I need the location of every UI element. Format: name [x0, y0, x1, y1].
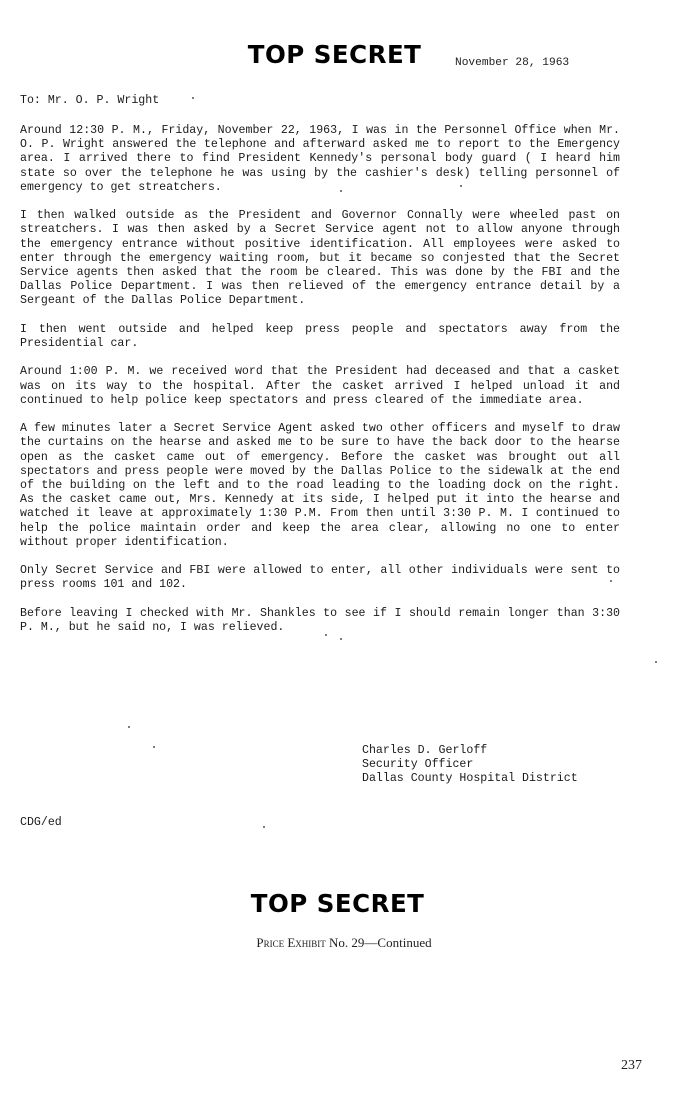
memo-paragraph: Before leaving I checked with Mr. Shankles to see if I should remain longer than 3:30 P. M., but he said no, I was relieved. [20, 606, 620, 635]
scan-speck [128, 726, 130, 728]
signer-title: Security Officer [362, 758, 474, 772]
memo-paragraph: I then walked outside as the President and Governor Connally were wheeled past on streatchers. I was then asked by a Secret Service agent not to allow anyone through the emergency entrance without positive identification. All employees were asked to enter through the emergency waiting room, but it became so conjested that the Secret Service agents then asked that the room be cleared. This was done by the FBI and the Dallas Police Department. I was then relieved of the emergency entrance detail by a Sergeant of the Dallas Police Department. [20, 209, 620, 308]
top-secret-stamp-footer: TOP SECRET [250, 889, 425, 918]
scan-speck [610, 580, 612, 582]
exhibit-caption [0, 935, 688, 951]
typist-initials: CDG/ed [20, 816, 62, 829]
scan-speck [340, 638, 342, 640]
memo-recipient: To: Mr. O. P. Wright [20, 94, 160, 107]
scan-speck [192, 97, 194, 99]
exhibit-number: No. 29—Continued [329, 935, 432, 950]
scan-speck [325, 634, 327, 636]
top-secret-stamp-header: TOP SECRET [247, 40, 422, 69]
scan-speck [263, 826, 265, 828]
memo-paragraph: Around 12:30 P. M., Friday, November 22, 1963, I was in the Personnel Office when Mr. O. P. Wright answered the telephone and afterward asked me to report to the Emergency area. I arrived there to find President Kennedy's personal body guard ( I heard him state so over the telephone he was using by the cashier's desk) telling personnel of emergency to get streatchers. [20, 124, 620, 194]
memo-paragraph: Around 1:00 P. M. we received word that the President had deceased and that a casket was on its way to the hospital. After the casket arrived I helped unload it and continued to help police keep spectators and press cleared of the immediate area. [20, 365, 620, 407]
scan-speck [153, 746, 155, 748]
signer-name: Charles D. Gerloff [362, 744, 488, 757]
signer-organization: Dallas County Hospital District [362, 772, 578, 786]
signature-block [362, 744, 578, 787]
memo-body [20, 124, 620, 649]
memo-date: November 28, 1963 [455, 57, 570, 69]
scan-speck [655, 661, 657, 663]
scan-speck [340, 190, 342, 192]
memo-paragraph: Only Secret Service and FBI were allowed to enter, all other individuals were sent to press rooms 101 and 102. [20, 564, 620, 592]
exhibit-label: Price Exhibit [256, 935, 326, 950]
scan-speck [460, 185, 462, 187]
memo-paragraph: A few minutes later a Secret Service Agent asked two other officers and myself to draw the curtains on the hearse and asked me to be sure to have the back door to the hearse open as the casket came out of emergency. Before the casket was brought out all spectators and press people were moved by the Dallas Police to the sidewalk at the end of the building on the left and to the road leading to the loading dock on the right. As the casket came out, Mrs. Kennedy at its side, I helped put it into the hearse and watched it leave at approximately 1:30 P.M. From then until 3:30 P. M. I continued to help the police maintain order and keep the area clear, allowing no one to enter without proper identification. [20, 422, 620, 549]
page-number: 237 [621, 1058, 642, 1073]
memo-paragraph: I then went outside and helped keep press people and spectators away from the Presidential car. [20, 322, 620, 351]
